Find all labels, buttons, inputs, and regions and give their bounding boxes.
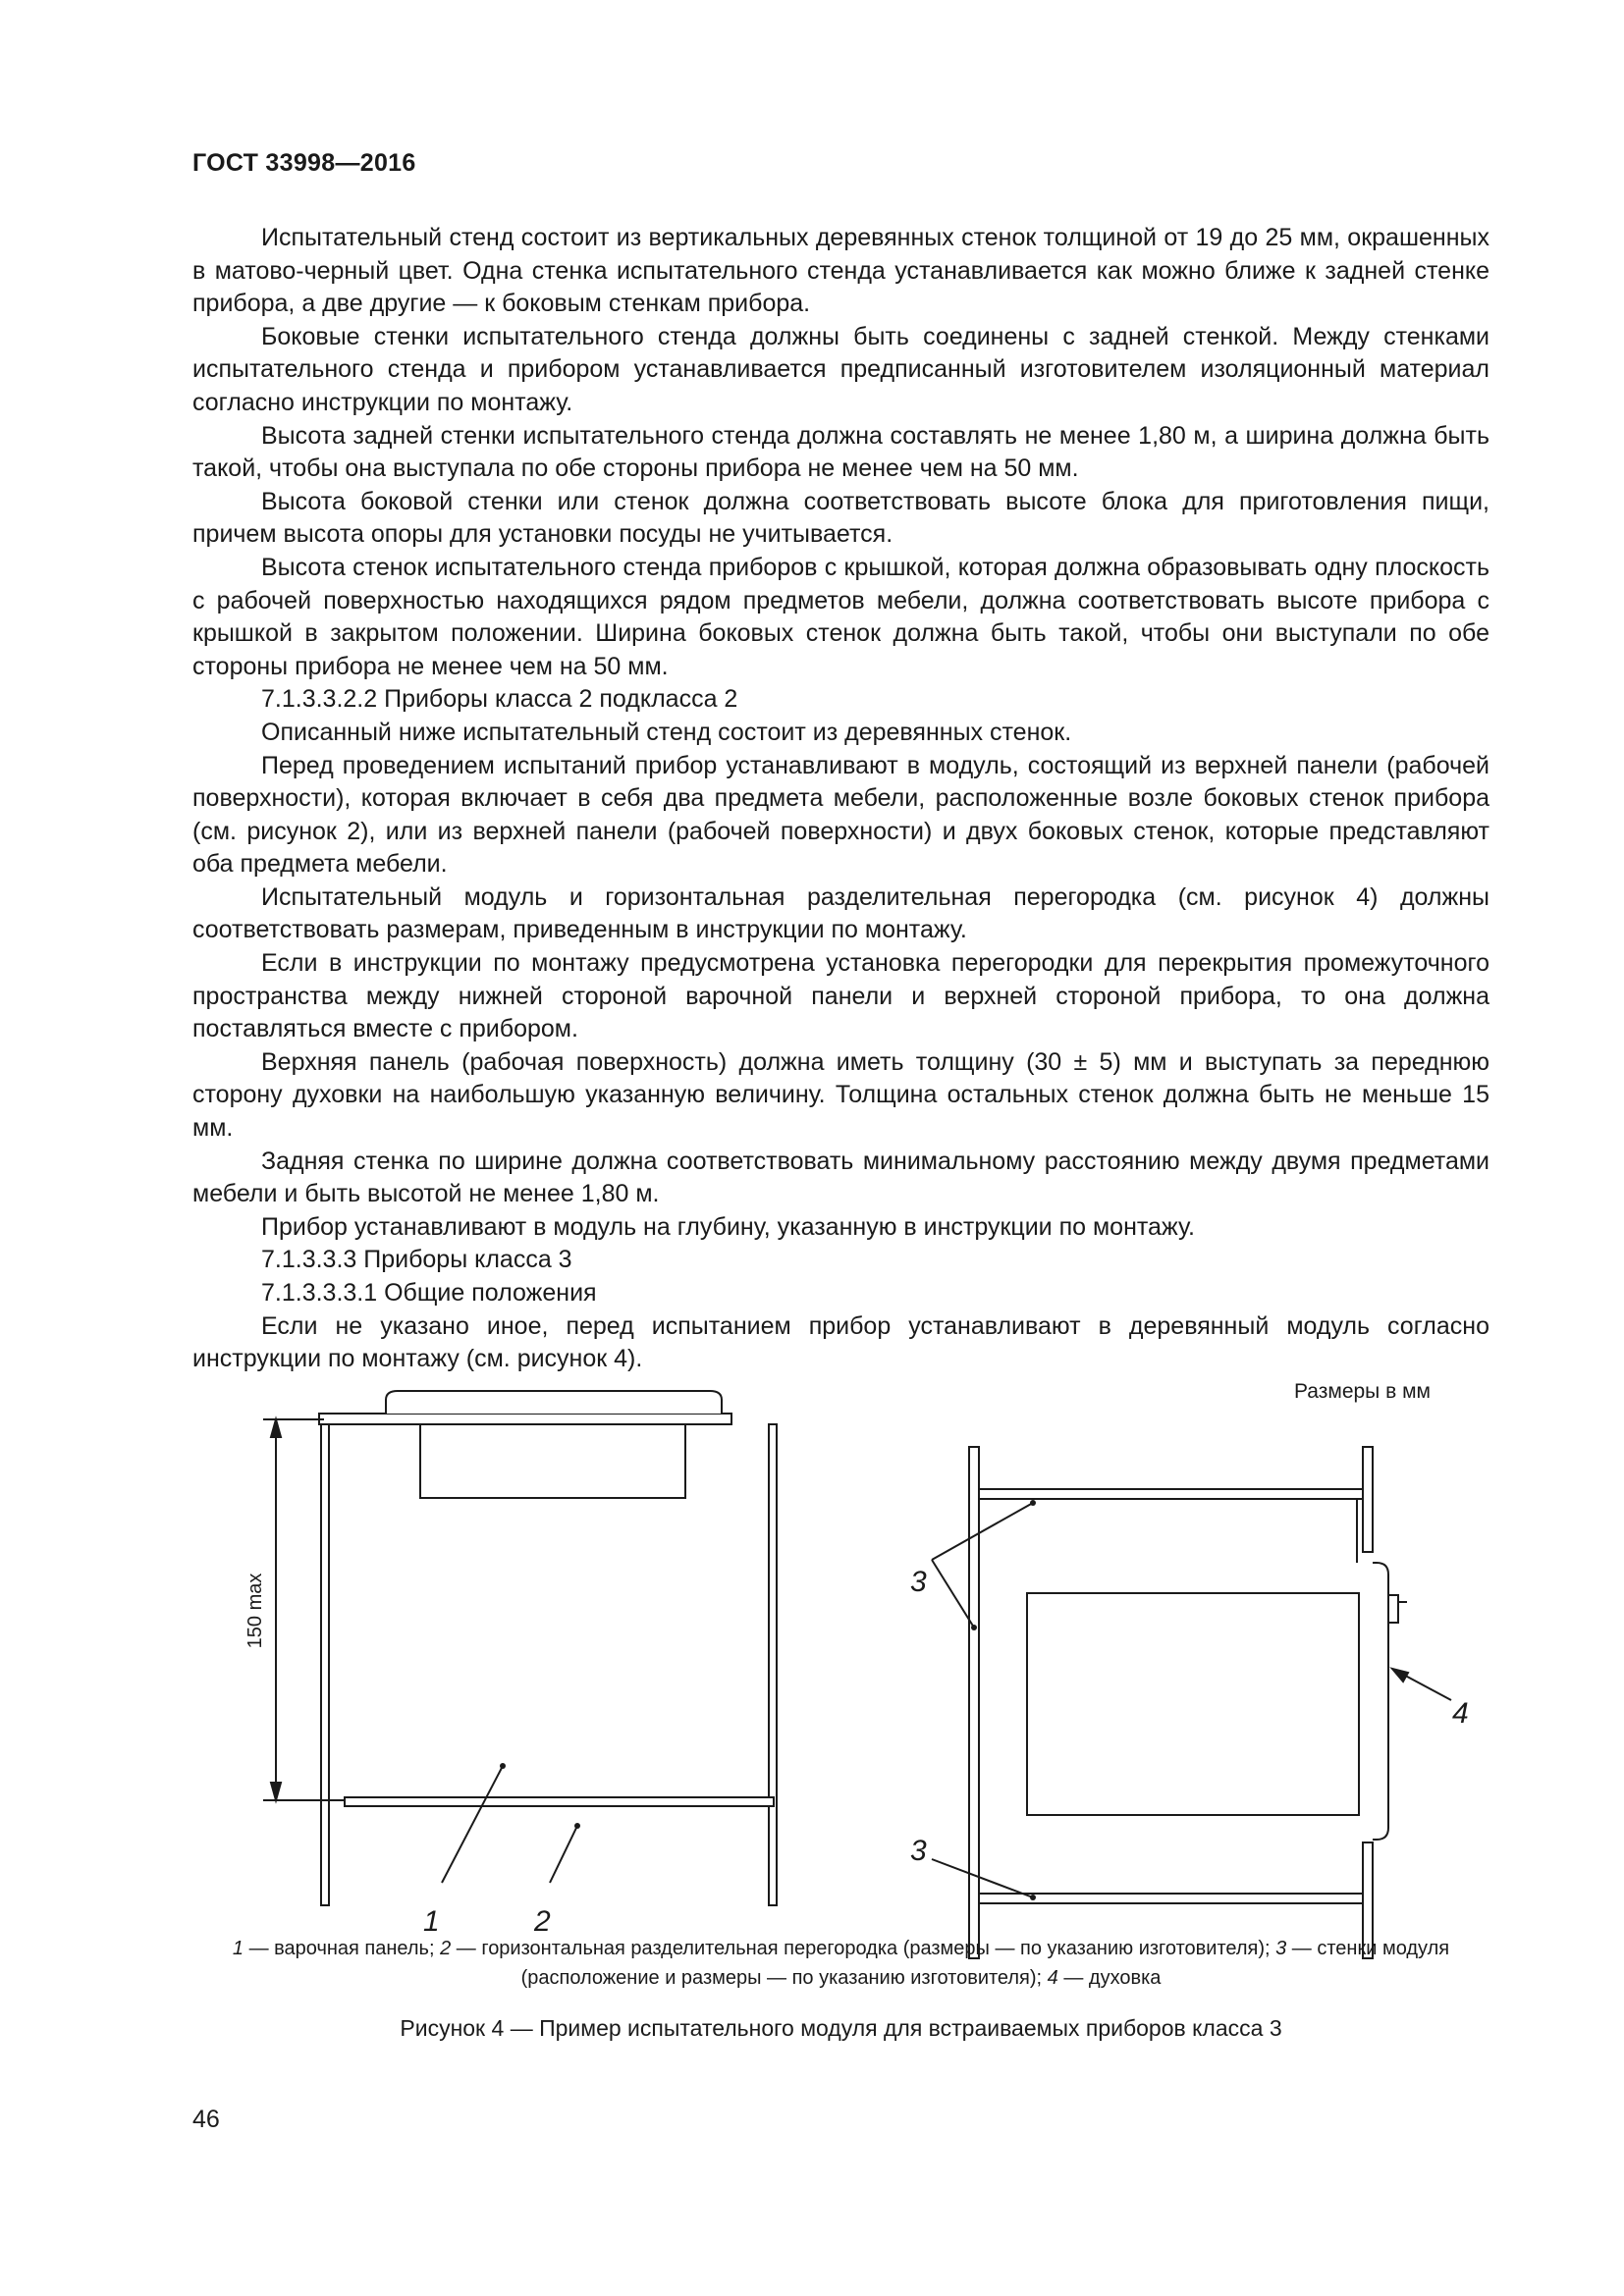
body-text [192, 222, 1489, 1376]
legend-text: — духовка [1057, 1967, 1162, 1989]
legend-number: 1 [232, 1938, 244, 1959]
legend-number: 4 [1047, 1967, 1058, 1989]
dimension-arrow [271, 1783, 281, 1800]
paragraph: Прибор устанавливают в модуль на глубину, указанную в инструкции по монтажу. [261, 1212, 1195, 1241]
legend-text: — горизонтальная разделительная перегородка (размеры — по указанию изготовителя); [451, 1938, 1276, 1959]
oven-door [1373, 1563, 1388, 1840]
leader-line-3-top [932, 1560, 974, 1628]
figure-legend [192, 1934, 1489, 1993]
side-wall-left [321, 1424, 329, 1905]
module-wall-left [969, 1447, 979, 1958]
paragraph: Высота боковой стенки или стенок должна соответствовать высоте блока для приготовления пищи, причем высота опоры для установки посуды не учитывается. [192, 487, 1489, 549]
leader-dot [500, 1763, 506, 1769]
section-heading: 7.1.3.3.3 Приборы класса 3 [261, 1246, 572, 1274]
paragraph: Верхняя панель (рабочая поверхность) должна иметь толщину (30 ± 5) мм и выступать за переднюю сторону духовки на наибольшую указанную величину. Толщина остальных стенок должна быть не меньше 15 мм. [192, 1047, 1489, 1143]
units-note: Размеры в мм [1294, 1380, 1431, 1403]
leader-arrow-4 [1392, 1669, 1408, 1682]
label-1: 1 [423, 1905, 440, 1938]
paragraph: Высота задней стенки испытательного стенда должна составлять не менее 1,80 м, а ширина должна быть такой, чтобы она выступала по обе стороны прибора не менее чем на 50 мм. [192, 421, 1489, 483]
leader-dot [1030, 1500, 1036, 1506]
document-header: ГОСТ 33998—2016 [192, 149, 416, 177]
leader-dot [971, 1625, 977, 1630]
paragraph: Описанный ниже испытательный стенд состоит из деревянных стенок. [261, 718, 1072, 746]
module-wall-right [1363, 1447, 1373, 1552]
paragraph: Испытательный модуль и горизонтальная разделительная перегородка (см. рисунок 4) должны соответствовать размерам, приведенным в инструкции по монтажу. [192, 882, 1489, 944]
label-2: 2 [534, 1905, 551, 1938]
paragraph: Испытательный стенд состоит из вертикальных деревянных стенок толщиной от 19 до 25 мм, окрашенных в матово-черный цвет. Одна стенка испытательного стенда устанавливается как можно ближе к задней стенке прибора, а две другие — к боковым стенкам прибора. [192, 224, 1489, 318]
paragraph: Если в инструкции по монтажу предусмотрена установка перегородки для перекрытия промежуточного пространства между нижней стороной варочной панели и верхней стороной прибора, то она должна поставляться вместе с прибором. [192, 949, 1489, 1043]
legend-text: — варочная панель; [244, 1938, 441, 1959]
section-heading: 7.1.3.3.3.1 Общие положения [261, 1279, 597, 1307]
label-4: 4 [1452, 1697, 1469, 1730]
dimension-arrow [271, 1419, 281, 1437]
label-3-top: 3 [910, 1566, 927, 1598]
side-wall-right [769, 1424, 777, 1905]
leader-line-4 [1396, 1671, 1451, 1700]
hob-rim [386, 1391, 722, 1414]
leader-dot [574, 1823, 580, 1829]
partition-plate [345, 1797, 774, 1806]
worktop-panel [319, 1414, 731, 1424]
paragraph: Перед проведением испытаний прибор устанавливают в модуль, состоящий из верхней панели (рабочей поверхности), которая включает в себя два предмета мебели, расположенные возле боковых стенок прибора (см. рисунок 2), или из верхней панели (рабочей поверхности) и двух боковых стенок, которые представляют оба предмета мебели. [192, 751, 1489, 879]
paragraph: Если не указано иное, перед испытанием прибор устанавливают в деревянный модуль согласно инструкции по монтажу (см. рисунок 4). [192, 1311, 1489, 1373]
label-3-bottom: 3 [910, 1835, 927, 1867]
oven-inner-box [1027, 1593, 1359, 1815]
legend-number: 2 [440, 1938, 452, 1959]
paragraph: Задняя стенка по ширине должна соответствовать минимальному расстоянию между двумя предметами мебели и быть высотой не менее 1,80 м. [192, 1147, 1489, 1208]
top-view-module [932, 1447, 1451, 1958]
leader-line-3-top [932, 1503, 1033, 1560]
page-number: 46 [192, 2106, 220, 2133]
hob-body [420, 1424, 685, 1498]
legend-number: 3 [1275, 1938, 1287, 1959]
paragraph: Боковые стенки испытательного стенда должны быть соединены с задней стенкой. Между стенками испытательного стенда и прибором устанавливается предписанный изготовителем изоляционный материал согласно инструкции по монтажу. [192, 322, 1489, 416]
leader-line-2 [550, 1826, 577, 1883]
section-heading: 7.1.3.3.2.2 Приборы класса 2 подкласса 2 [261, 685, 738, 714]
leader-dot [1030, 1895, 1036, 1900]
leader-line-3-bottom [932, 1859, 1033, 1897]
paragraph: Высота стенок испытательного стенда приборов с крышкой, которая должна образовывать одну плоскость с рабочей поверхностью находящихся рядом предметов мебели, должна соответствовать высоте прибора с крышкой в закрытом положении. Ширина боковых стенок должна быть такой, чтобы они выступали по обе стороны прибора не менее чем на 50 мм. [192, 553, 1489, 680]
side-view-module [263, 1391, 777, 1905]
door-handle [1388, 1595, 1398, 1623]
dimension-label: 150 max [244, 1573, 266, 1649]
figure-caption: Рисунок 4 — Пример испытательного модуля для встраиваемых приборов класса 3 [400, 2015, 1282, 2041]
legend-text: — стенки модуля (расположение и размеры — по указанию изготовителя); [520, 1938, 1450, 1989]
leader-line-1 [442, 1766, 503, 1883]
